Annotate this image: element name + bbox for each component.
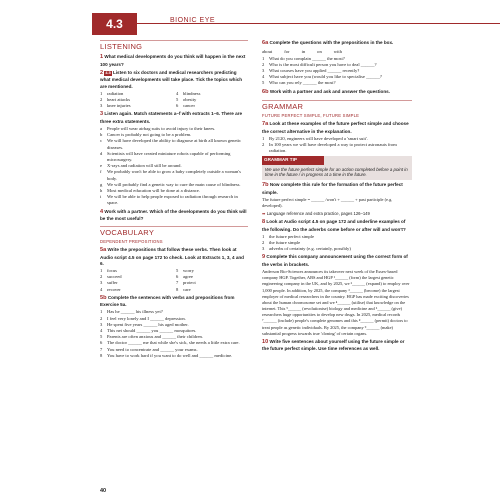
list-item [100,287,172,293]
item-number: 6 [176,103,179,109]
grammar-tip-body: We use the future perfect simple for an action completed before a point in time in the future / in progress at a time in the future. [265,166,408,178]
item-text: knee injuries [107,103,131,109]
item-number: 1 [100,309,103,315]
item-text: worry [183,267,194,273]
item-number: 5 [100,334,103,340]
item-number: c [100,138,103,144]
item-text: suffer [107,280,118,286]
q5a: 5a Write the prepositions that follow these verbs. Then look at Audio script 4.5 on page 172 to check. Look at Extracts 1, 3, 4 and 6. [100,247,244,266]
item-number: d [100,150,103,156]
page-number: 40 [100,488,107,494]
grammar-subheading: FUTURE PERFECT SIMPLE, FUTURE SIMPLE [262,113,360,119]
item-number: g [100,181,103,187]
item-number: 8 [176,286,179,292]
item-text: You have to work hard if you want to do well and ______ medicine. [107,352,233,358]
item-text: focus [107,267,117,273]
grammar-tip-heading: GRAMMAR TIP [262,156,324,164]
grammar-heading: GRAMMAR [262,100,412,112]
q7a-list [262,136,412,155]
item-number: 4 [100,328,103,334]
q9: 9 Complete this company announcement using the correct form of the verbs in brackets. [262,254,408,267]
arrow-icon: ➡ [262,211,266,217]
q6b: 6b Work with a partner and ask and answer the questions. [262,88,390,95]
item-number: 7 [176,280,179,286]
item-text: radiation [107,90,124,96]
q3-list [100,126,248,206]
item-text: We will have developed the ability to diagnose at birth all known genetic diseases. [107,138,242,150]
item-number: b [100,132,103,138]
q2-list [100,91,248,110]
item-number: 1 [262,55,265,61]
item-text: He spent five years ______ his aged mother. [107,321,189,327]
left-column [100,38,248,359]
item-text: I feel very lonely and I ______ depression. [107,315,186,321]
q7a: 7a Look at these examples of the future perfect simple and choose the correct alternative in the explanation. [262,121,409,134]
item-number: 4 [100,286,103,292]
item-text: Cancer is probably not going to be a problem. [107,132,192,138]
item-text: X-rays and radiation will still be around. [107,163,182,169]
item-number: 3 [262,68,265,74]
item-number: 1 [100,90,103,96]
unit-title: BIONIC EYE [170,17,216,24]
item-number: e [100,163,103,169]
item-text: blindness [183,90,201,96]
item-text: We will be able to help people exposed to radiation through research in space. [107,194,238,206]
q10: 10 Write five sentences about yourself using the future simple or the future perfect simple. Use time references as well. [262,338,405,352]
item-number: 6 [176,274,179,280]
item-number: 2 [100,274,103,280]
preposition-box [262,49,412,55]
item-number: 2 [262,61,265,67]
item-text: adverbs of certainty (e.g. certainly, possibly) [269,246,351,252]
q6a: 6a Complete the questions with the prepositions in the box. [262,40,394,46]
item-text: cancer [183,103,195,109]
item-text: heart attacks [107,96,131,102]
box-word: with [333,48,342,54]
list-item [100,151,248,163]
item-text: People will wear airbag suits to avoid injury to their knees. [107,126,216,132]
item-number: 3 [100,103,103,109]
q2: 2 4.5 Listen to six doctors and medical researchers predicting what medical developments will take place. Tick the topics which are mentioned. [100,69,243,89]
list-item [262,142,412,154]
item-number: 2 [262,141,265,147]
item-text: You need to concentrate and ______ your exams. [107,346,198,352]
language-reference-link[interactable]: ➡ Language reference and extra practice, pages 126–149 [262,211,370,217]
item-number: 2 [100,96,103,102]
q5b-list [100,309,248,359]
item-text: What courses have you applied ______ recently? [269,68,360,74]
q4: 4 Work with a partner. Which of the developments do you think will be the most useful? [100,208,247,222]
item-text: We will probably find a genetic way to cure the main cause of blindness. [107,181,241,187]
item-text: Has he ______ his illness yet? [107,309,163,315]
audio-track-badge[interactable]: 4.5 [105,70,111,75]
q5b: 5b Complete the sentences with verbs and prepositions from Exercise 5a. [100,294,235,308]
item-number: 1 [100,267,103,273]
item-number: 7 [100,346,103,352]
item-number: 3 [262,246,265,252]
item-text: recover [107,286,121,292]
item-number: 4 [262,74,265,80]
q8-list [262,234,412,253]
item-text: Parents are often anxious and ______ their children. [107,334,203,340]
item-text: Who can you rely ______ the most? [269,80,336,86]
item-text: Who is the most difficult person you have to deal ______? [269,61,377,67]
list-item [100,169,248,181]
q1: 1 What medical developments do you think will happen in the next 100 years? [100,54,246,67]
item-text: the future simple [269,240,301,246]
item-text: care [183,286,191,292]
item-text: Scientists will have created miniature robots capable of performing microsurgery. [107,150,231,163]
list-item [262,80,412,86]
item-text: protect [183,280,196,286]
list-item [100,103,172,109]
list-item [262,246,412,252]
item-text: The doctor ______ me that while she's sick, she needs a little extra care. [107,340,240,346]
vocabulary-subheading: DEPENDENT PREPOSITIONS [100,239,163,245]
q6a-list [262,56,412,87]
item-text: By 2120, engineers will have developed a 'smart suit'. [269,135,368,141]
q7b: 7b Now complete this rule for the formation of the future perfect simple. [262,182,403,195]
item-text: Most medical education will be done at a distance. [107,187,200,193]
q3: 3 Listen again. Match statements a–f with extracts 1–6. There are three extra statements. [100,111,243,124]
item-text: What subject have you (would you like to specialise ______? [269,74,382,80]
item-number: 5 [176,267,179,273]
item-number: 5 [262,80,265,86]
q5a-list [100,268,248,293]
item-text: agree [183,274,193,280]
item-text: the future perfect simple [269,233,315,239]
item-text: What do you complain ______ the most? [269,55,345,61]
item-number: 8 [100,352,103,358]
vocabulary-heading: VOCABULARY [100,226,248,238]
unit-number: 4.3 [92,13,137,35]
list-item [176,103,248,109]
item-number: f [100,169,102,175]
item-number: a [100,126,103,132]
grammar-tip [262,156,412,180]
item-number: 3 [100,280,103,286]
q9-paragraph: Anderson Bio-Sciences announces its takeover next week of the Essex-based company HGP. Together, ABS and HGP ¹______ (form) the largest genetic engineering company in the UK, and by 2025, we ²______ (expand) to employ over 1,000 people. In addition, by 2025, the company ³______ (become) the largest employer of medical researchers in the country. HGP has made exciting discoveries about the human chromosome set and we ⁴______ (utilise) that knowledge on the internet. This ⁵______ (revolutionise) biology and medicine and ⁶______ (give) researchers huge opportunities to develop new drugs. In 2025, medical records ⁷______ (include) people's complete genomes and this ⁸______ (permit) doctors to treat people as genetic individuals. By 2025, the company ⁹______ (make) substantial progress towards true 'cloning' of certain organs. [262,269,410,336]
item-text: succeed [107,274,122,280]
listening-heading: LISTENING [100,40,248,52]
item-number: i [100,194,102,200]
item-number: 1 [262,233,265,239]
item-number: h [100,187,103,193]
item-number: 2 [262,240,265,246]
item-text: In 100 years we will have developed a way to protect astronauts from radiation. [269,141,397,154]
right-column [262,38,412,354]
item-text: This net should ______ you ______ mosquitoes. [107,328,197,334]
item-text: We probably won't be able to grow a baby completely outside a woman's body. [107,169,241,181]
item-number: 2 [100,315,103,321]
box-word: about [262,48,273,54]
list-item [176,287,248,293]
q7b-rule: The future perfect simple = ______ /won't + ______ + past participle (e.g. developed). [262,197,393,209]
item-number: 1 [262,135,265,141]
item-number: 6 [100,340,103,346]
q8: 8 Look at Audio script 4.5 on page 172 and underline examples of the following. Do the adverbs come before or after will and won't? [262,219,406,232]
list-item [100,138,248,150]
box-word: on [317,48,322,54]
item-number: 4 [176,90,179,96]
list-item [100,194,248,206]
item-text: obesity [183,96,197,102]
item-number: 5 [176,96,179,102]
list-item [100,353,248,359]
item-number: 3 [100,321,103,327]
box-word: for [284,48,290,54]
box-word: in [301,48,306,54]
